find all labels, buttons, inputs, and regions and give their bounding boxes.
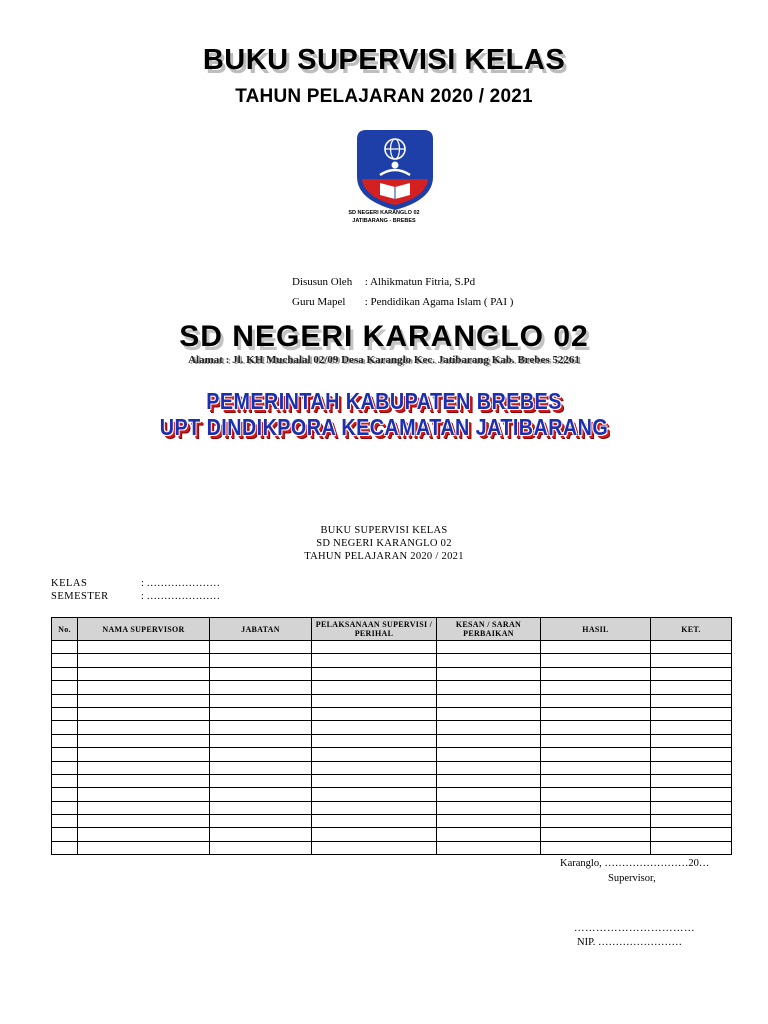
table-row [52,667,732,680]
table-row [52,801,732,814]
table-row [52,654,732,667]
table-cell[interactable] [541,828,651,841]
table-cell[interactable] [541,841,651,854]
table-cell[interactable] [312,707,437,720]
subject-row [292,296,513,308]
table-cell[interactable] [437,748,541,761]
table-cell[interactable] [437,667,541,680]
page-heading-title: BUKU SUPERVISI KELAS [320,525,448,536]
table-cell[interactable] [651,774,732,787]
table-cell[interactable] [312,641,437,654]
table-cell[interactable] [52,774,78,787]
table-cell[interactable] [651,788,732,801]
table-cell[interactable] [78,707,210,720]
semester-value: : ………………… [141,591,221,602]
table-row [52,721,732,734]
table-cell[interactable] [52,761,78,774]
table-row [52,681,732,694]
table-cell[interactable] [78,654,210,667]
supervision-table [51,617,732,855]
column-header-no: No. [52,618,78,641]
table-cell[interactable] [541,748,651,761]
table-cell[interactable] [78,748,210,761]
table-cell[interactable] [437,707,541,720]
table-row [52,641,732,654]
table-cell[interactable] [210,641,312,654]
table-cell[interactable] [437,681,541,694]
table-cell[interactable] [651,761,732,774]
banner-agency: UPT DINDIKPORA KECAMATAN JATIBARANG [159,414,609,440]
table-cell[interactable] [210,681,312,694]
table-cell[interactable] [210,828,312,841]
table-cell[interactable] [437,694,541,707]
table-cell[interactable] [312,788,437,801]
table-cell[interactable] [437,774,541,787]
table-cell[interactable] [78,761,210,774]
table-cell[interactable] [437,788,541,801]
table-cell[interactable] [437,801,541,814]
school-name: SD NEGERI KARANGLO 02 [179,320,589,353]
school-address: Alamat : Jl. KH Muchalal 02/09 Desa Karanglo Kec. Jatibarang Kab. Brebes 52261 [188,354,580,366]
table-cell[interactable] [78,681,210,694]
table-cell[interactable] [52,654,78,667]
table-cell[interactable] [651,654,732,667]
table-cell[interactable] [541,707,651,720]
table-cell[interactable] [78,828,210,841]
page-heading-year: TAHUN PELAJARAN 2020 / 2021 [304,551,464,562]
table-cell[interactable] [78,801,210,814]
page-heading-school: SD NEGERI KARANGLO 02 [316,538,452,549]
column-header-note: KET. [651,618,732,641]
cover-title: BUKU SUPERVISI KELAS [202,44,566,76]
author-label: Disusun Oleh [292,276,353,288]
table-cell[interactable] [437,654,541,667]
subject-label: Guru Mapel [292,296,346,308]
table-cell[interactable] [651,815,732,828]
table-cell[interactable] [210,774,312,787]
table-cell[interactable] [52,828,78,841]
table-cell[interactable] [541,734,651,747]
signature-nip: NIP. …………………… [577,937,683,948]
table-row [52,788,732,801]
table-cell[interactable] [651,734,732,747]
table-cell[interactable] [52,641,78,654]
table-cell[interactable] [651,748,732,761]
table-cell[interactable] [651,828,732,841]
table-cell[interactable] [651,841,732,854]
table-cell[interactable] [78,788,210,801]
author-value: : Alhikmatun Fitria, S.Pd [364,276,476,288]
table-cell[interactable] [437,721,541,734]
table-row [52,707,732,720]
author-row [292,276,475,288]
table-cell[interactable] [52,694,78,707]
table-cell[interactable] [541,654,651,667]
table-row [52,815,732,828]
table-cell[interactable] [52,815,78,828]
table-row [52,748,732,761]
kelas-value: : ………………… [141,578,221,589]
banner-government: PEMERINTAH KABUPATEN BREBES [206,388,562,414]
cover-year: TAHUN PELAJARAN 2020 / 2021 [235,86,533,107]
table-cell[interactable] [312,734,437,747]
table-cell[interactable] [312,694,437,707]
table-cell[interactable] [52,734,78,747]
table-cell[interactable] [312,681,437,694]
table-cell[interactable] [210,654,312,667]
table-header-row [52,618,732,641]
table-cell[interactable] [210,721,312,734]
table-cell[interactable] [651,681,732,694]
table-cell[interactable] [210,734,312,747]
table-cell[interactable] [651,667,732,680]
table-cell[interactable] [312,774,437,787]
table-cell[interactable] [651,641,732,654]
logo-caption-location: JATIBARANG - BREBES [352,218,416,224]
table-cell[interactable] [312,841,437,854]
table-cell[interactable] [210,667,312,680]
table-row [52,761,732,774]
table-cell[interactable] [541,788,651,801]
table-cell[interactable] [312,801,437,814]
signature-role: Supervisor, [608,873,656,884]
table-cell[interactable] [210,788,312,801]
table-cell[interactable] [210,815,312,828]
subject-value: : Pendidikan Agama Islam ( PAI ) [364,296,514,308]
table-row [52,694,732,707]
table-row [52,841,732,854]
table-cell[interactable] [651,707,732,720]
table-cell[interactable] [541,667,651,680]
table-cell[interactable] [78,694,210,707]
table-cell[interactable] [78,734,210,747]
table-cell[interactable] [78,774,210,787]
table-cell[interactable] [78,841,210,854]
table-row [52,774,732,787]
table-cell[interactable] [210,694,312,707]
signature-place-date: Karanglo, ……………………20… [560,858,710,869]
school-logo [350,127,440,232]
table-cell[interactable] [78,667,210,680]
table-row [52,828,732,841]
table-cell[interactable] [541,815,651,828]
table-cell[interactable] [541,681,651,694]
semester-field [51,591,220,602]
column-header-position: JABATAN [210,618,312,641]
table-cell[interactable] [437,734,541,747]
table-cell[interactable] [437,815,541,828]
table-cell[interactable] [651,694,732,707]
table-cell[interactable] [210,707,312,720]
table-cell[interactable] [437,761,541,774]
table-cell[interactable] [437,841,541,854]
table-cell[interactable] [210,801,312,814]
table-cell[interactable] [52,707,78,720]
signature-name-line: …………………………… [574,923,695,934]
table-cell[interactable] [78,815,210,828]
kelas-label: KELAS [51,578,88,589]
table-cell[interactable] [78,721,210,734]
table-cell[interactable] [651,801,732,814]
table-cell[interactable] [312,815,437,828]
table-cell[interactable] [52,681,78,694]
table-cell[interactable] [52,748,78,761]
table-cell[interactable] [52,788,78,801]
semester-label: SEMESTER [51,591,109,602]
table-cell[interactable] [312,748,437,761]
table-cell[interactable] [210,748,312,761]
column-header-implementation: PELAKSANAAN SUPERVISI / PERIHAL [312,618,437,641]
table-cell[interactable] [541,761,651,774]
table-cell[interactable] [52,667,78,680]
table-cell[interactable] [437,828,541,841]
table-cell[interactable] [312,654,437,667]
table-cell[interactable] [78,641,210,654]
table-cell[interactable] [210,761,312,774]
table-body [52,641,732,855]
table-cell[interactable] [52,801,78,814]
table-cell[interactable] [541,774,651,787]
table-cell[interactable] [541,721,651,734]
table-cell[interactable] [210,841,312,854]
table-cell[interactable] [651,721,732,734]
table-cell[interactable] [52,841,78,854]
table-cell[interactable] [541,801,651,814]
kelas-field [51,578,220,589]
table-cell[interactable] [541,694,651,707]
table-row [52,734,732,747]
table-cell[interactable] [52,721,78,734]
table-cell[interactable] [312,667,437,680]
column-header-result: HASIL [541,618,651,641]
column-header-supervisor: NAMA SUPERVISOR [78,618,210,641]
logo-caption-school: SD NEGERI KARANGLO 02 [348,210,420,216]
table-cell[interactable] [437,641,541,654]
column-header-feedback: KESAN / SARAN PERBAIKAN [437,618,541,641]
table-cell[interactable] [312,721,437,734]
table-cell[interactable] [312,761,437,774]
table-cell[interactable] [541,641,651,654]
table-cell[interactable] [312,828,437,841]
